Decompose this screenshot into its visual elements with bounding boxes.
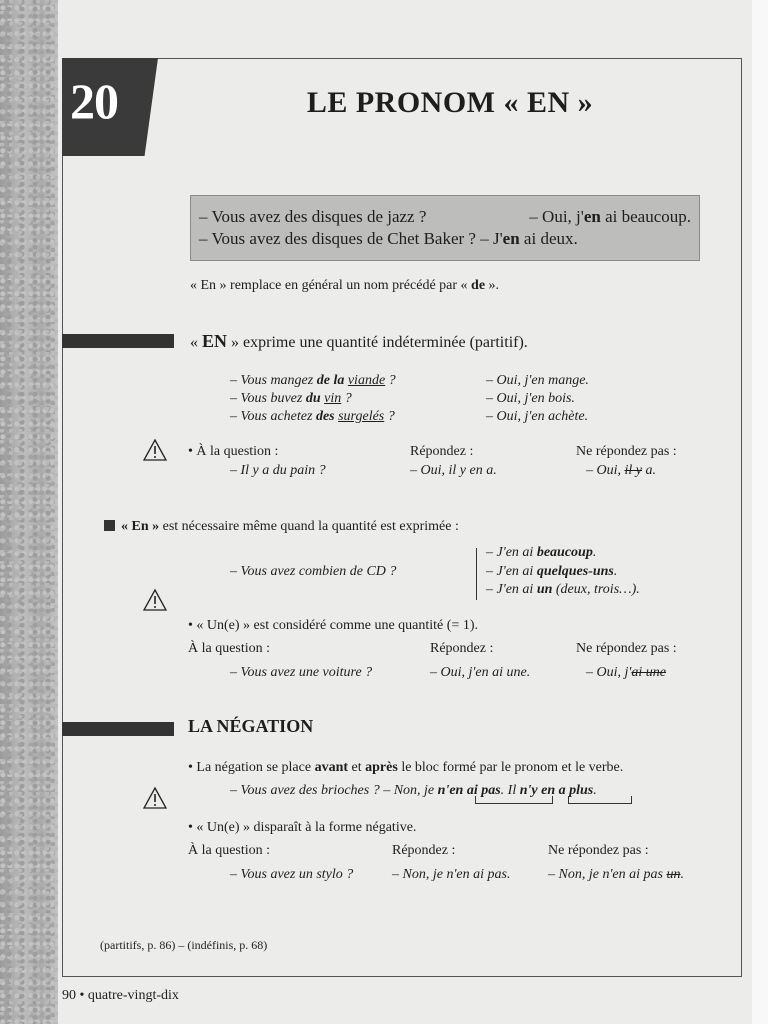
quantity-answer-3: – J'en ai un (deux, trois…).: [486, 582, 640, 597]
negation-question: – Vous avez un stylo ?: [230, 867, 354, 882]
quantity-answer-1: – J'en ai beaucoup.: [486, 545, 597, 560]
negation-wrong-answer: – Non, je n'en ai pas un.: [548, 867, 684, 882]
negation-question-label: À la question :: [188, 843, 271, 858]
note-question-label: • À la question :: [188, 444, 279, 459]
quantity-question-2: – Vous avez une voiture ?: [230, 665, 373, 680]
lesson-title: LE PRONOM « EN »: [306, 86, 594, 119]
note-wrong-answer: – Oui, il y a.: [586, 463, 656, 478]
negation-note: • « Un(e) » disparaît à la forme négative.: [188, 820, 417, 835]
example-line-2: – Vous avez des disques de Chet Baker ? – J'en ai deux.: [199, 229, 578, 248]
quantity-answer-2b: – Oui, j'en ai une.: [430, 665, 531, 680]
rule-text: « En » remplace en général un nom précédé par « de ».: [190, 278, 500, 293]
cross-references: (partitifs, p. 86) – (indéfinis, p. 68): [100, 938, 268, 952]
example-line-1-question: – Vous avez des disques de jazz ?: [199, 207, 427, 226]
page-number: 90: [62, 988, 76, 1003]
example-question-2: – Vous buvez du vin ?: [230, 391, 352, 406]
quantity-note: • « Un(e) » est considéré comme une quantité (= 1).: [188, 618, 478, 633]
quantity-question-label: À la question :: [188, 641, 271, 656]
section-bar-en: [62, 334, 174, 348]
warning-icon: [142, 786, 168, 810]
quantity-answer-label: Répondez :: [430, 641, 494, 656]
lesson-number: 20: [70, 73, 118, 129]
negation-rule: • La négation se place avant et après le bloc formé par le pronom et le verbe.: [188, 760, 624, 775]
quantity-wrong-answer: – Oui, j'ai une: [586, 665, 666, 680]
example-question-1: – Vous mangez de la viande ?: [230, 373, 396, 388]
example-answer-2: – Oui, j'en bois.: [486, 391, 575, 406]
example-box: [190, 195, 700, 261]
quantity-notanswer-label: Ne répondez pas :: [576, 641, 677, 656]
quantity-answer-2: – J'en ai quelques-uns.: [486, 564, 618, 579]
note-notanswer-label: Ne répondez pas :: [576, 444, 677, 459]
warning-icon: [142, 588, 168, 612]
negation-answer-label: Répondez :: [392, 843, 456, 858]
negation-answer: – Non, je n'en ai pas.: [392, 867, 511, 882]
negation-notanswer-label: Ne répondez pas :: [548, 843, 649, 858]
note-question: – Il y a du pain ?: [230, 463, 326, 478]
answer-brace: [476, 548, 483, 600]
negation-bracket-1: [475, 796, 553, 804]
example-question-3: – Vous achetez des surgelés ?: [230, 409, 395, 424]
page-gutter-texture: [0, 0, 58, 1024]
page-edge: [752, 0, 768, 1024]
negation-bracket-2: [568, 796, 632, 804]
page-footer: 90 • quatre-vingt-dix: [62, 988, 179, 1003]
note-answer: – Oui, il y en a.: [410, 463, 497, 478]
quantity-question: – Vous avez combien de CD ?: [230, 564, 397, 579]
section-bar-negation: [62, 722, 174, 736]
page-number-words: quatre-vingt-dix: [87, 988, 179, 1003]
warning-icon: [142, 438, 168, 462]
section-heading-en: « EN » exprime une quantité indéterminée (partitif).: [190, 331, 528, 351]
section-heading-negation: LA NÉGATION: [188, 716, 314, 736]
example-answer-1: – Oui, j'en mange.: [486, 373, 589, 388]
section-heading-quantity: « En » est nécessaire même quand la quantité est exprimée :: [104, 519, 459, 535]
negation-example: – Vous avez des brioches ? – Non, je n'en ai pas. Il n'y en a plus.: [230, 783, 597, 798]
example-answer-3: – Oui, j'en achète.: [486, 409, 589, 424]
example-line-1-answer: – Oui, j'en ai beaucoup.: [529, 207, 691, 226]
note-answer-label: Répondez :: [410, 444, 474, 459]
